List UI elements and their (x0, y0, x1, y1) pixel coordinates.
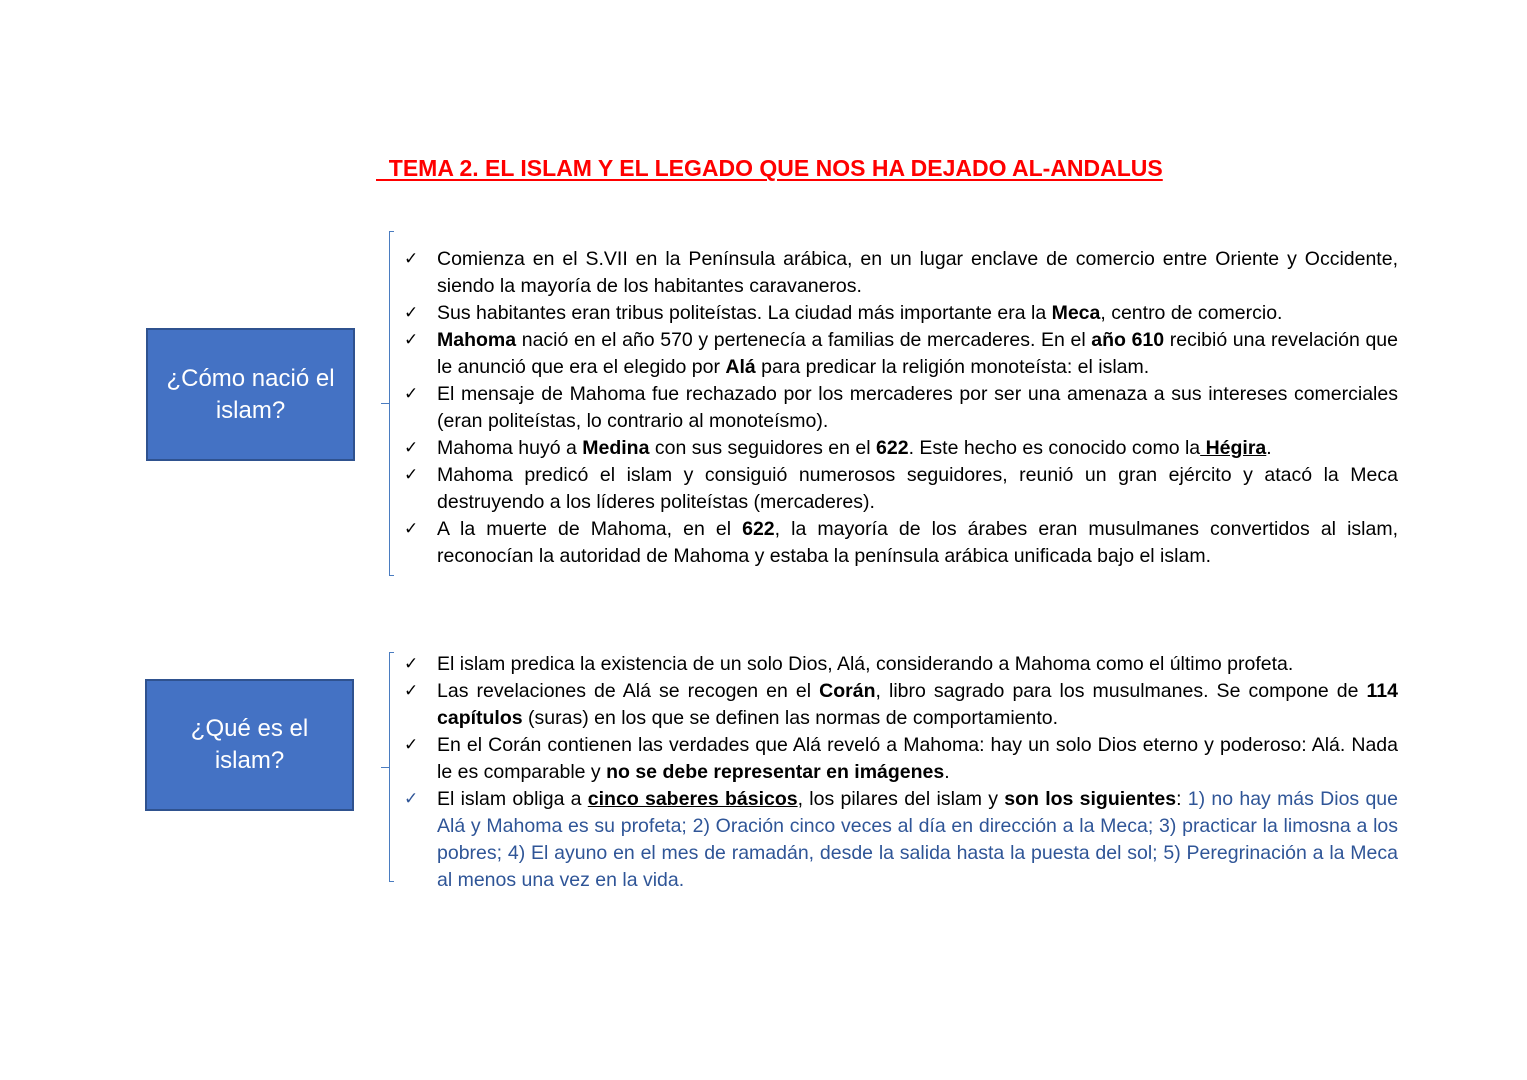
bracket-connector (381, 767, 389, 768)
checkmark-icon: ✓ (404, 681, 419, 701)
list-item: ✓ El islam obliga a cinco saberes básicos, los pilares del islam y son los siguientes: 1) no hay más Dios que Alá y Mahoma es su profeta; 2) Oración cinco veces al día en dirección a la Meca; 3) practicar la limosna a los pobres; 4) El ayuno en el mes de ramadán, desde la salida hasta la puesta del sol; 5) Peregrinación a la Meca al menos una vez en la vida. (404, 788, 1398, 891)
list-item: ✓ Sus habitantes eran tribus politeístas. La ciudad más importante era la Meca, centro de comercio. (402, 300, 1398, 327)
bullet-list-definition (402, 651, 1398, 894)
list-item: ✓ El mensaje de Mahoma fue rechazado por los mercaderes por ser una amenaza a sus intereses comerciales (eran politeístas, lo contrario al monoteísmo). (404, 383, 1398, 432)
topic-box-definition: ¿Qué es el islam? (145, 679, 354, 811)
page-title: TEMA 2. EL ISLAM Y EL LEGADO QUE NOS HA DEJADO AL-ANDALUS (376, 155, 1163, 181)
checkmark-icon: ✓ (404, 384, 419, 404)
list-item: ✓ A la muerte de Mahoma, en el 622, la mayoría de los árabes eran musulmanes convertidos al islam, reconocían la autoridad de Mahoma y estaba la península arábica unificada bajo el islam. (404, 518, 1398, 567)
checkmark-icon: ✓ (404, 330, 419, 350)
checkmark-icon: ✓ (404, 303, 419, 323)
list-item: ✓ En el Corán contienen las verdades que Alá reveló a Mahoma: hay un solo Dios eterno y poderoso: Alá. Nada le es comparable y no se debe representar en imágenes. (404, 734, 1398, 783)
bullet-list-origin (402, 246, 1398, 570)
list-item: ✓ Comienza en el S.VII en la Península arábica, en un lugar enclave de comercio entre Oriente y Occidente, siendo la mayoría de los habitantes caravaneros. (404, 248, 1398, 297)
checkmark-icon: ✓ (404, 519, 419, 539)
checkmark-icon: ✓ (404, 789, 419, 809)
checkmark-icon: ✓ (404, 249, 419, 269)
five-pillars-term: cinco saberes básicos (587, 788, 798, 810)
checkmark-icon: ✓ (404, 465, 419, 485)
bracket-connector (381, 403, 389, 404)
checkmark-icon: ✓ (404, 438, 419, 458)
pillars-list-text: 1) no hay más Dios que Alá y Mahoma es su profeta; 2) Oración cinco veces al día en dirección a la Meca; 3) practicar la limosna a los pobres; 4) El ayuno en el mes de ramadán, desde la salida hasta la puesta del sol; 5) Peregrinación a la Meca al menos una vez en la vida. (437, 788, 1398, 891)
bracket (389, 231, 394, 576)
list-item: ✓ Las revelaciones de Alá se recogen en el Corán, libro sagrado para los musulmanes. Se compone de 114 capítulos (suras) en los que se definen las normas de comportamiento. (404, 680, 1398, 729)
list-item: ✓ Mahoma predicó el islam y consiguió numerosos seguidores, reunió un gran ejército y atacó la Meca destruyendo a los líderes politeístas (mercaderes). (404, 464, 1398, 513)
list-item: ✓ Mahoma huyó a Medina con sus seguidores en el 622. Este hecho es conocido como la Hégira. (402, 435, 1398, 462)
list-item: ✓ Mahoma nació en el año 570 y pertenecía a familias de mercaderes. En el año 610 recibió una revelación que le anunció que era el elegido por Alá para predicar la religión monoteísta: el islam. (404, 329, 1398, 378)
hegira-term: Hégira (1200, 437, 1267, 459)
topic-box-origin: ¿Cómo nació el islam? (146, 328, 355, 461)
list-item: ✓ El islam predica la existencia de un solo Dios, Alá, considerando a Mahoma como el último profeta. (402, 651, 1398, 678)
bracket (389, 652, 394, 882)
checkmark-icon: ✓ (404, 735, 419, 755)
checkmark-icon: ✓ (404, 654, 419, 674)
